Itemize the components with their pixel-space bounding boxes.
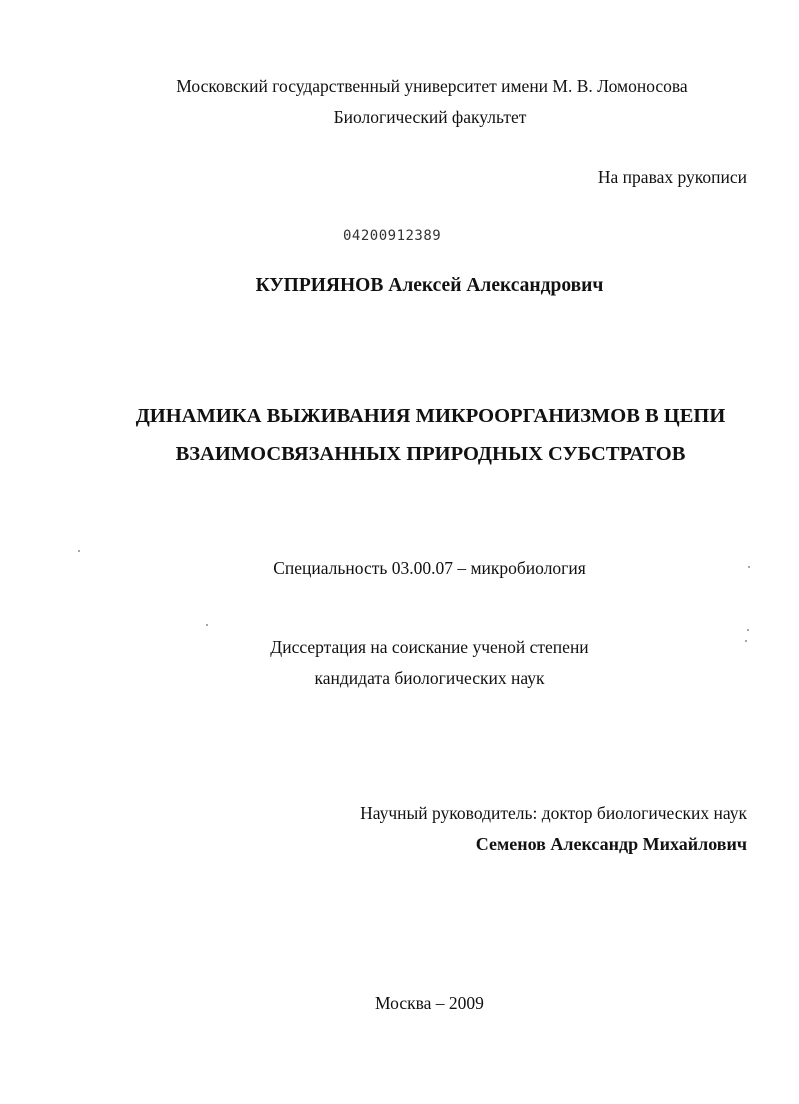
specialty: Специальность 03.00.07 – микробиология [273, 558, 586, 578]
scan-speck [745, 640, 747, 642]
author-name: КУПРИЯНОВ Алексей Александрович [255, 275, 604, 296]
scan-speck [206, 624, 208, 626]
supervisor-name: Семенов Александр Михайлович [475, 834, 747, 854]
scan-speck [747, 629, 749, 631]
title-line-1: ДИНАМИКА ВЫЖИВАНИЯ МИКРООРГАНИЗМОВ В ЦЕПИ [135, 405, 726, 427]
faculty-name: Биологический факультет [333, 107, 527, 127]
dissertation-line-1: Диссертация на соискание ученой степени [270, 637, 589, 657]
supervisor-label: Научный руководитель: доктор биологических наук [360, 803, 747, 823]
scan-speck [748, 566, 750, 568]
rights-note: На правах рукописи [597, 167, 747, 187]
university-name: Московский государственный университет имени М. В. Ломоносова [176, 76, 688, 96]
title-line-2: ВЗАИМОСВЯЗАННЫХ ПРИРОДНЫХ СУБСТРАТОВ [175, 443, 686, 465]
dissertation-line-2: кандидата биологических наук [314, 668, 545, 688]
city-year: Москва – 2009 [375, 993, 484, 1013]
scan-speck [78, 550, 80, 552]
catalog-number: 04200912389 [343, 228, 442, 244]
